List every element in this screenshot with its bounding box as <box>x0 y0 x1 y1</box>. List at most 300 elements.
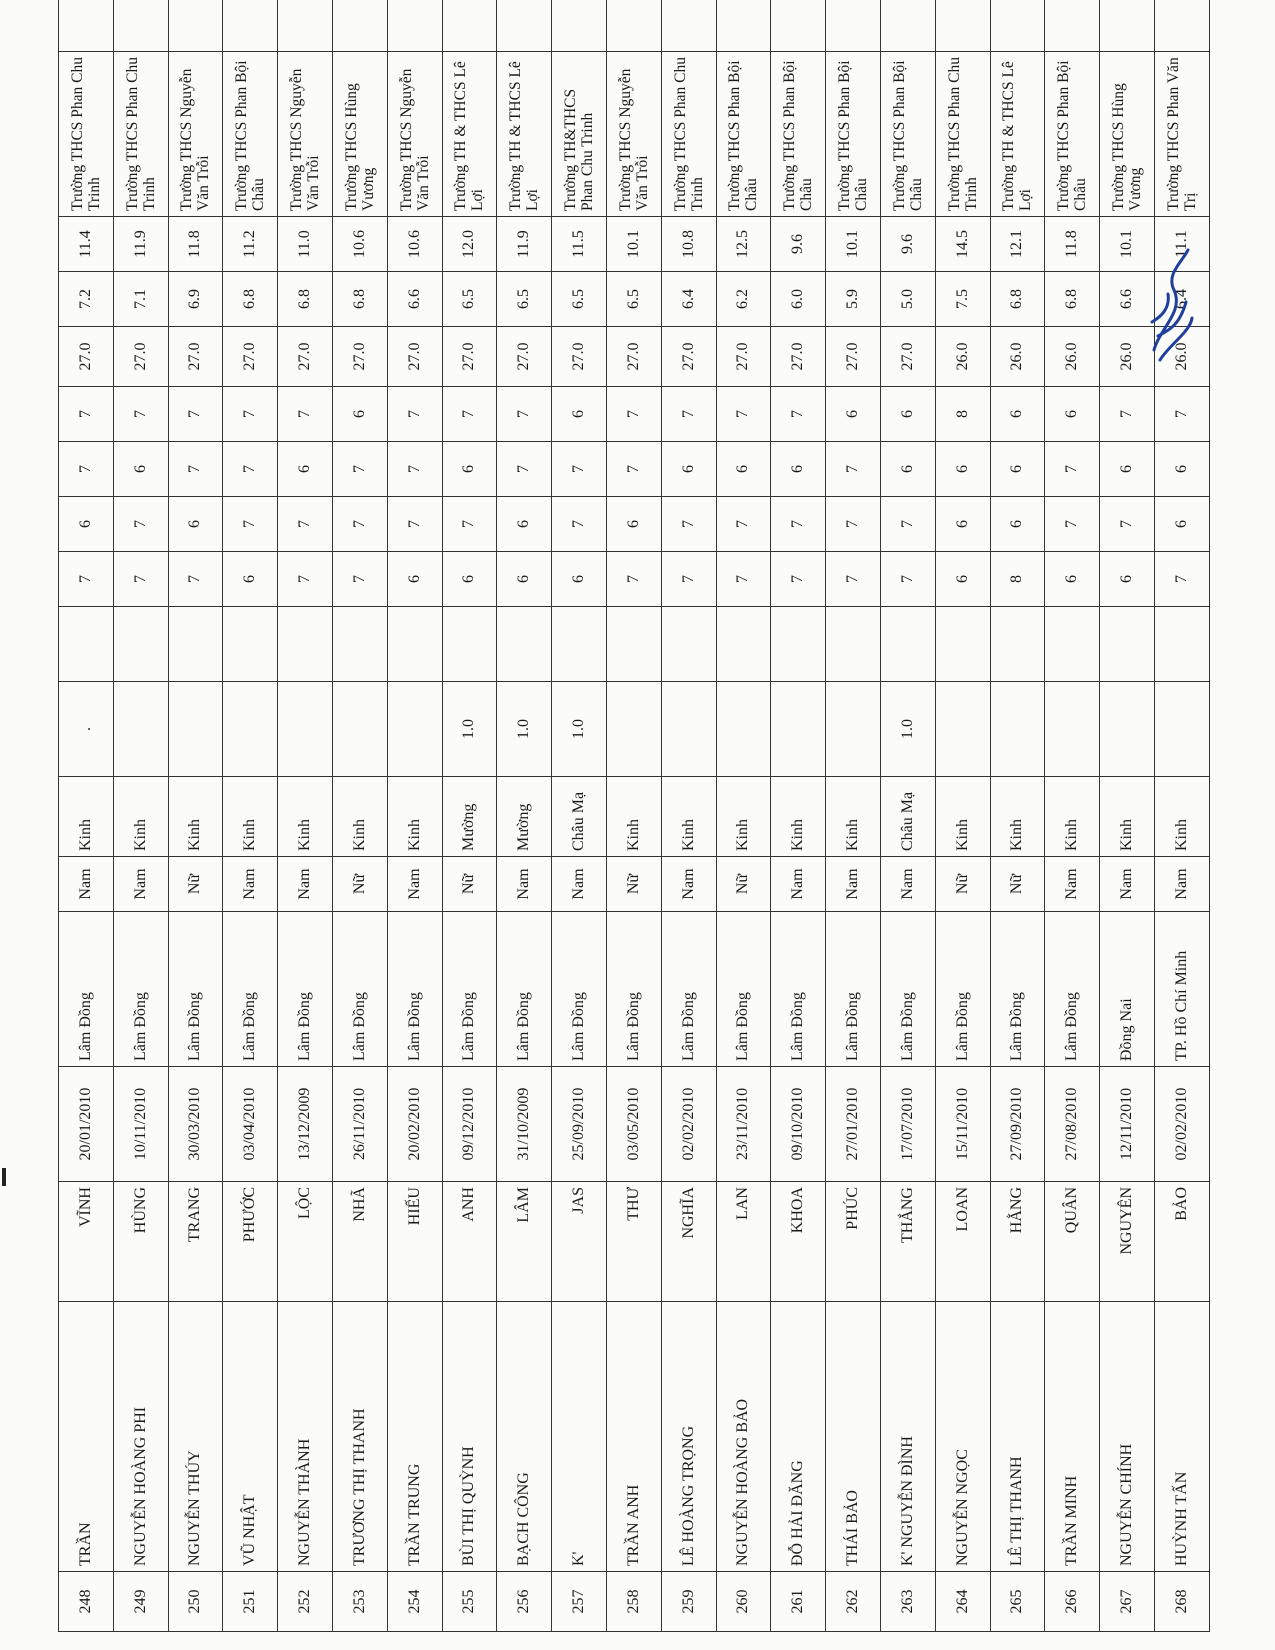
blank-cell <box>168 607 223 682</box>
score-1: 7 <box>716 552 771 607</box>
ethnicity: Kinh <box>168 777 223 857</box>
score-1: 6 <box>223 552 278 607</box>
score-4: 6 <box>826 387 881 442</box>
given-name: HẰNG <box>990 1182 1045 1302</box>
family-name: ĐỖ HẢI ĐĂNG <box>771 1302 826 1572</box>
school-name: Trường TH & THCS Lê Lợi <box>497 52 552 217</box>
ethnicity: Kinh <box>990 777 1045 857</box>
score-1: 7 <box>1154 552 1209 607</box>
score-2: 7 <box>661 497 716 552</box>
average-score: 6.9 <box>168 272 223 327</box>
blank-cell <box>990 607 1045 682</box>
score-4: 7 <box>606 387 661 442</box>
ethnicity: Kinh <box>278 777 333 857</box>
birth-place: Lâm Đồng <box>771 912 826 1067</box>
score-2: 7 <box>1045 497 1100 552</box>
ethnicity: Kinh <box>1100 777 1155 857</box>
birth-place: Lâm Đồng <box>552 912 607 1067</box>
gender: Nam <box>1154 857 1209 912</box>
birth-date: 13/12/2009 <box>278 1067 333 1182</box>
average-score: 5.9 <box>826 272 881 327</box>
given-name: QUÂN <box>1045 1182 1100 1302</box>
table-row <box>935 0 990 1632</box>
family-name: BẠCH CÔNG <box>497 1302 552 1572</box>
score-5: 10.6 <box>332 217 387 272</box>
gender: Nam <box>387 857 442 912</box>
given-name: BẢO <box>1154 1182 1209 1302</box>
gender: Nam <box>661 857 716 912</box>
score-3: 7 <box>552 442 607 497</box>
score-4: 7 <box>716 387 771 442</box>
score-1: 7 <box>168 552 223 607</box>
score-1: 7 <box>880 552 935 607</box>
priority-score <box>1045 682 1100 777</box>
birth-date: 20/02/2010 <box>387 1067 442 1182</box>
total-score: 27.0 <box>880 327 935 387</box>
ethnicity: Châu Mạ <box>552 777 607 857</box>
school-name: Trường THCS Nguyễn Văn Trỗi <box>278 52 333 217</box>
birth-place: Lâm Đồng <box>661 912 716 1067</box>
birth-place: Lâm Đồng <box>223 912 278 1067</box>
school-name: Trường THCS Phan Bội Châu <box>880 52 935 217</box>
blank-cell <box>661 0 716 52</box>
total-score: 26.0 <box>990 327 1045 387</box>
total-score: 26.0 <box>935 327 990 387</box>
total-score: 26.0 <box>1045 327 1100 387</box>
birth-place: Đồng Nai <box>1100 912 1155 1067</box>
blank-cell <box>1154 607 1209 682</box>
school-name: Trường THCS Phan Chu Trinh <box>59 52 114 217</box>
table-row <box>552 0 607 1632</box>
priority-score: 1.0 <box>880 682 935 777</box>
priority-score <box>332 682 387 777</box>
score-4: 7 <box>113 387 168 442</box>
blank-cell <box>223 0 278 52</box>
score-2: 7 <box>552 497 607 552</box>
table-row <box>332 0 387 1632</box>
score-3: 6 <box>278 442 333 497</box>
priority-score: . <box>59 682 114 777</box>
blank-cell <box>935 0 990 52</box>
score-2: 7 <box>223 497 278 552</box>
total-score: 27.0 <box>552 327 607 387</box>
row-number: 266 <box>1045 1572 1100 1632</box>
given-name: HIẾU <box>387 1182 442 1302</box>
table-row <box>278 0 333 1632</box>
birth-date: 12/11/2010 <box>1100 1067 1155 1182</box>
gender: Nam <box>880 857 935 912</box>
score-3: 7 <box>223 442 278 497</box>
table-row <box>990 0 1045 1632</box>
school-name: Trường THCS Phan Chu Trinh <box>661 52 716 217</box>
score-5: 11.4 <box>59 217 114 272</box>
school-name: Trường THCS Phan Văn Trị <box>1154 52 1209 217</box>
score-4: 7 <box>223 387 278 442</box>
ethnicity: Kinh <box>606 777 661 857</box>
score-1: 7 <box>59 552 114 607</box>
table-row <box>716 0 771 1632</box>
family-name: TRẦN MINH <box>1045 1302 1100 1572</box>
priority-score <box>716 682 771 777</box>
score-3: 6 <box>1100 442 1155 497</box>
priority-score <box>387 682 442 777</box>
ethnicity: Kinh <box>661 777 716 857</box>
score-2: 7 <box>716 497 771 552</box>
total-score: 26.0 <box>1100 327 1155 387</box>
score-4: 7 <box>59 387 114 442</box>
total-score: 27.0 <box>113 327 168 387</box>
row-number: 268 <box>1154 1572 1209 1632</box>
school-name: Trường THCS Phan Bội Châu <box>716 52 771 217</box>
blank-cell <box>497 0 552 52</box>
family-name: NGUYỄN NGỌC <box>935 1302 990 1572</box>
blank-cell <box>880 0 935 52</box>
total-score: 26.0 <box>1154 327 1209 387</box>
table-row <box>387 0 442 1632</box>
row-number: 255 <box>442 1572 497 1632</box>
score-2: 7 <box>113 497 168 552</box>
birth-date: 27/09/2010 <box>990 1067 1045 1182</box>
gender: Nam <box>278 857 333 912</box>
total-score: 27.0 <box>826 327 881 387</box>
row-number: 248 <box>59 1572 114 1632</box>
score-4: 6 <box>332 387 387 442</box>
score-1: 6 <box>1100 552 1155 607</box>
family-name: TRƯƠNG THỊ THANH <box>332 1302 387 1572</box>
school-name: Trường TH&THCS Phan Chu Trinh <box>552 52 607 217</box>
score-3: 7 <box>1045 442 1100 497</box>
score-2: 6 <box>168 497 223 552</box>
school-name: Trường THCS Phan Bội Châu <box>1045 52 1100 217</box>
score-5: 11.8 <box>168 217 223 272</box>
average-score: 6.8 <box>990 272 1045 327</box>
score-1: 7 <box>771 552 826 607</box>
blank-cell <box>716 607 771 682</box>
blank-cell <box>113 607 168 682</box>
ethnicity: Kinh <box>332 777 387 857</box>
score-4: 7 <box>497 387 552 442</box>
gender: Nữ <box>606 857 661 912</box>
blank-cell <box>826 607 881 682</box>
row-number: 257 <box>552 1572 607 1632</box>
family-name: NGUYỄN HOÀNG PHI <box>113 1302 168 1572</box>
given-name: NGUYÊN <box>1100 1182 1155 1302</box>
row-number: 253 <box>332 1572 387 1632</box>
score-3: 6 <box>880 442 935 497</box>
blank-cell <box>113 0 168 52</box>
priority-score <box>278 682 333 777</box>
school-name: Trường THCS Hùng Vương <box>332 52 387 217</box>
score-2: 7 <box>771 497 826 552</box>
score-4: 7 <box>387 387 442 442</box>
score-4: 7 <box>168 387 223 442</box>
given-name: NHÃ <box>332 1182 387 1302</box>
handwritten-signature <box>1140 232 1200 372</box>
birth-date: 02/02/2010 <box>1154 1067 1209 1182</box>
score-5: 12.0 <box>442 217 497 272</box>
ethnicity: Mường <box>497 777 552 857</box>
blank-cell <box>552 607 607 682</box>
birth-place: TP. Hồ Chí Minh <box>1154 912 1209 1067</box>
priority-score <box>606 682 661 777</box>
total-score: 27.0 <box>168 327 223 387</box>
birth-place: Lâm Đồng <box>168 912 223 1067</box>
score-5: 11.5 <box>552 217 607 272</box>
score-1: 7 <box>113 552 168 607</box>
blank-cell <box>935 607 990 682</box>
table-row <box>113 0 168 1632</box>
table-row <box>1045 0 1100 1632</box>
ethnicity: Kinh <box>935 777 990 857</box>
school-name: Trường THCS Phan Chu Trinh <box>113 52 168 217</box>
table-row <box>826 0 881 1632</box>
score-4: 6 <box>1045 387 1100 442</box>
birth-place: Lâm Đồng <box>935 912 990 1067</box>
blank-cell <box>442 607 497 682</box>
blank-cell <box>278 0 333 52</box>
score-1: 6 <box>1045 552 1100 607</box>
score-2: 6 <box>606 497 661 552</box>
blank-cell <box>661 607 716 682</box>
score-5: 11.8 <box>1045 217 1100 272</box>
row-number: 250 <box>168 1572 223 1632</box>
score-5: 9.6 <box>771 217 826 272</box>
row-number: 252 <box>278 1572 333 1632</box>
family-name: HUỲNH TẤN <box>1154 1302 1209 1572</box>
priority-score: 1.0 <box>552 682 607 777</box>
table-row <box>771 0 826 1632</box>
family-name: TRẦN <box>59 1302 114 1572</box>
score-5: 11.2 <box>223 217 278 272</box>
birth-date: 30/03/2010 <box>168 1067 223 1182</box>
gender: Nam <box>826 857 881 912</box>
blank-cell <box>1100 607 1155 682</box>
given-name: LỘC <box>278 1182 333 1302</box>
priority-score <box>661 682 716 777</box>
given-name: THẮNG <box>880 1182 935 1302</box>
score-3: 6 <box>442 442 497 497</box>
birth-place: Lâm Đồng <box>59 912 114 1067</box>
gender: Nam <box>1045 857 1100 912</box>
priority-score <box>168 682 223 777</box>
blank-cell <box>332 607 387 682</box>
school-name: Trường THCS Nguyễn Văn Trỗi <box>168 52 223 217</box>
score-5: 11.0 <box>278 217 333 272</box>
score-4: 6 <box>990 387 1045 442</box>
total-score: 27.0 <box>771 327 826 387</box>
ethnicity: Kinh <box>1045 777 1100 857</box>
blank-cell <box>387 607 442 682</box>
given-name: LAN <box>716 1182 771 1302</box>
blank-cell <box>332 0 387 52</box>
family-name: NGUYỄN HOÀNG BẢO <box>716 1302 771 1572</box>
birth-date: 10/11/2010 <box>113 1067 168 1182</box>
birth-place: Lâm Đồng <box>113 912 168 1067</box>
priority-score <box>990 682 1045 777</box>
score-5: 14.5 <box>935 217 990 272</box>
average-score: 6.5 <box>497 272 552 327</box>
family-name: NGUYỄN CHÍNH <box>1100 1302 1155 1572</box>
row-number: 254 <box>387 1572 442 1632</box>
score-2: 7 <box>278 497 333 552</box>
school-name: Trường THCS Nguyễn Văn Trỗi <box>387 52 442 217</box>
average-score: 6.2 <box>716 272 771 327</box>
family-name: NGUYỄN THÀNH <box>278 1302 333 1572</box>
score-4: 7 <box>661 387 716 442</box>
ethnicity: Kinh <box>826 777 881 857</box>
priority-score <box>113 682 168 777</box>
score-2: 6 <box>59 497 114 552</box>
family-name: LÊ THỊ THANH <box>990 1302 1045 1572</box>
blank-cell <box>1100 0 1155 52</box>
blank-cell <box>1045 607 1100 682</box>
score-1: 6 <box>442 552 497 607</box>
average-score: 7.1 <box>113 272 168 327</box>
blank-cell <box>1154 0 1209 52</box>
school-name: Trường THCS Phan Bội Châu <box>826 52 881 217</box>
blank-cell <box>552 0 607 52</box>
score-5: 10.1 <box>1100 217 1155 272</box>
school-name: Trường THCS Nguyễn Văn Trỗi <box>606 52 661 217</box>
given-name: VĨNH <box>59 1182 114 1302</box>
score-4: 7 <box>1154 387 1209 442</box>
score-5: 12.5 <box>716 217 771 272</box>
score-1: 6 <box>935 552 990 607</box>
priority-score <box>1100 682 1155 777</box>
birth-date: 31/10/2009 <box>497 1067 552 1182</box>
score-4: 7 <box>771 387 826 442</box>
score-1: 7 <box>606 552 661 607</box>
birth-place: Lâm Đồng <box>606 912 661 1067</box>
row-number: 267 <box>1100 1572 1155 1632</box>
blank-cell <box>771 0 826 52</box>
given-name: LOAN <box>935 1182 990 1302</box>
priority-score <box>826 682 881 777</box>
row-number: 260 <box>716 1572 771 1632</box>
priority-score <box>771 682 826 777</box>
birth-date: 09/10/2010 <box>771 1067 826 1182</box>
school-name: Trường TH & THCS Lê Lợi <box>990 52 1045 217</box>
family-name: NGUYỄN THÚY <box>168 1302 223 1572</box>
score-3: 6 <box>771 442 826 497</box>
blank-cell <box>497 607 552 682</box>
birth-date: 23/11/2010 <box>716 1067 771 1182</box>
table-row <box>223 0 278 1632</box>
score-2: 7 <box>880 497 935 552</box>
row-number: 263 <box>880 1572 935 1632</box>
total-score: 27.0 <box>223 327 278 387</box>
total-score: 27.0 <box>497 327 552 387</box>
gender: Nam <box>59 857 114 912</box>
score-3: 6 <box>935 442 990 497</box>
row-number: 265 <box>990 1572 1045 1632</box>
average-score: 7.5 <box>935 272 990 327</box>
priority-score: 1.0 <box>497 682 552 777</box>
row-number: 259 <box>661 1572 716 1632</box>
score-3: 6 <box>716 442 771 497</box>
score-3: 7 <box>826 442 881 497</box>
score-5: 10.1 <box>826 217 881 272</box>
score-3: 6 <box>113 442 168 497</box>
blank-cell <box>223 607 278 682</box>
ethnicity: Kinh <box>223 777 278 857</box>
table-row <box>661 0 716 1632</box>
score-3: 6 <box>990 442 1045 497</box>
school-name: Trường THCS Phan Bội Châu <box>771 52 826 217</box>
birth-date: 27/01/2010 <box>826 1067 881 1182</box>
average-score: 6.4 <box>1154 272 1209 327</box>
gender: Nam <box>113 857 168 912</box>
score-5: 10.6 <box>387 217 442 272</box>
score-3: 7 <box>59 442 114 497</box>
score-4: 8 <box>935 387 990 442</box>
birth-date: 17/07/2010 <box>880 1067 935 1182</box>
gender: Nữ <box>168 857 223 912</box>
score-3: 7 <box>168 442 223 497</box>
score-2: 6 <box>935 497 990 552</box>
ethnicity: Kinh <box>716 777 771 857</box>
birth-date: 27/08/2010 <box>1045 1067 1100 1182</box>
score-4: 7 <box>1100 387 1155 442</box>
birth-date: 25/09/2010 <box>552 1067 607 1182</box>
score-1: 8 <box>990 552 1045 607</box>
given-name: HÙNG <box>113 1182 168 1302</box>
family-name: VŨ NHẬT <box>223 1302 278 1572</box>
birth-place: Lâm Đồng <box>990 912 1045 1067</box>
total-score: 27.0 <box>716 327 771 387</box>
score-3: 6 <box>661 442 716 497</box>
school-name: Trường THCS Phan Chu Trinh <box>935 52 990 217</box>
given-name: TRANG <box>168 1182 223 1302</box>
birth-place: Lâm Đồng <box>332 912 387 1067</box>
total-score: 27.0 <box>606 327 661 387</box>
row-number: 258 <box>606 1572 661 1632</box>
table-row <box>442 0 497 1632</box>
table-row <box>880 0 935 1632</box>
score-5: 10.1 <box>606 217 661 272</box>
birth-place: Lâm Đồng <box>826 912 881 1067</box>
ethnicity: Châu Mạ <box>880 777 935 857</box>
priority-score: 1.0 <box>442 682 497 777</box>
priority-score <box>1154 682 1209 777</box>
given-name: JAS <box>552 1182 607 1302</box>
score-5: 9.6 <box>880 217 935 272</box>
blank-cell <box>606 607 661 682</box>
average-score: 6.8 <box>1045 272 1100 327</box>
birth-place: Lâm Đồng <box>497 912 552 1067</box>
gender: Nữ <box>442 857 497 912</box>
student-results-table <box>58 0 1210 1632</box>
average-score: 5.0 <box>880 272 935 327</box>
average-score: 6.5 <box>606 272 661 327</box>
scan-edge-mark <box>2 1168 6 1186</box>
score-2: 7 <box>826 497 881 552</box>
average-score: 6.8 <box>223 272 278 327</box>
birth-date: 26/11/2010 <box>332 1067 387 1182</box>
blank-cell <box>59 607 114 682</box>
score-3: 7 <box>387 442 442 497</box>
blank-cell <box>716 0 771 52</box>
ethnicity: Kinh <box>59 777 114 857</box>
ethnicity: Mường <box>442 777 497 857</box>
blank-cell <box>606 0 661 52</box>
birth-date: 03/05/2010 <box>606 1067 661 1182</box>
score-4: 7 <box>442 387 497 442</box>
birth-date: 15/11/2010 <box>935 1067 990 1182</box>
score-3: 7 <box>606 442 661 497</box>
gender: Nữ <box>935 857 990 912</box>
average-score: 6.4 <box>661 272 716 327</box>
